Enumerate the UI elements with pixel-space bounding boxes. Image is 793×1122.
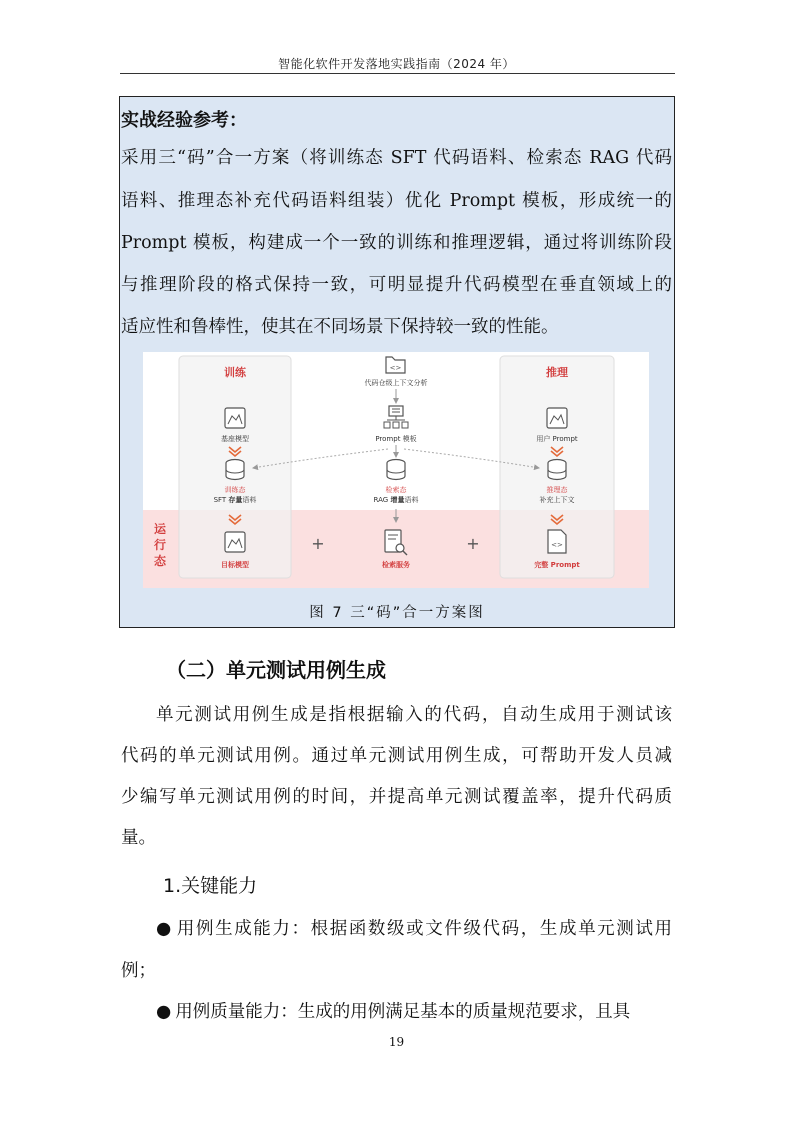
database-icon <box>387 460 405 480</box>
runtime-label-char: 行 <box>153 538 167 552</box>
header-divider <box>120 73 675 74</box>
bullet-text: 用例生成能力：根据函数级或文件级代码，生成单元测试用 <box>175 919 672 939</box>
bullet-icon: ● <box>156 1002 172 1022</box>
paragraph-line: 量。 <box>121 828 156 848</box>
reference-line: 采用三“码”合一方案（将训练态 SFT 代码语料、检索态 RAG 代码 <box>121 148 672 168</box>
three-code-diagram <box>143 352 649 588</box>
runtime-label-char: 运 <box>153 522 167 536</box>
subheading: 1.关键能力 <box>163 875 258 897</box>
bullet-continuation: 例； <box>121 961 156 981</box>
diagram-canvas <box>143 352 649 588</box>
reference-title: 实战经验参考： <box>121 110 247 131</box>
repo-context-label: 代码仓级上下文分析 <box>364 379 428 387</box>
running-header: 智能化软件开发落地实践指南（2024 年） <box>278 57 515 71</box>
plus-sign: + <box>311 534 325 553</box>
infer-column-title: 推理 <box>546 366 568 379</box>
base-model-label: 基座模型 <box>221 435 249 443</box>
rag-corpus-label: RAG 增量语料 <box>373 496 419 504</box>
page-number: 19 <box>388 1035 405 1049</box>
svg-text:<>: <> <box>551 541 563 549</box>
bullet-icon: ● <box>156 919 172 939</box>
infer-context-label: 补充上下文 <box>539 496 575 504</box>
bullet-item <box>156 916 672 942</box>
full-prompt-label: 完整 Prompt <box>534 561 580 569</box>
code-file-icon <box>548 530 566 553</box>
infer-state-label: 推理态 <box>546 486 568 494</box>
reference-line: 适应性和鲁棒性，使其在不同场景下保持较一致的性能。 <box>121 317 559 337</box>
model-icon <box>225 532 245 552</box>
reference-line: 与推理阶段的格式保持一致，可明显提升代码模型在垂直领域上的 <box>121 275 672 295</box>
plus-sign: + <box>466 534 480 553</box>
paragraph-line: 单元测试用例生成是指根据输入的代码，自动生成用于测试该 <box>156 705 672 725</box>
sft-corpus-label: SFT 存量语料 <box>213 496 257 504</box>
folder-code-icon <box>386 357 405 373</box>
bullet-text: 用例质量能力：生成的用例满足基本的质量规范要求，且具 <box>175 1002 631 1022</box>
model-icon <box>547 408 567 428</box>
target-model-label: 目标模型 <box>221 561 249 569</box>
model-icon <box>225 408 245 428</box>
section-heading: （二）单元测试用例生成 <box>166 658 386 682</box>
reference-line: 语料、推理态补充代码语料组装）优化 Prompt 模板，形成统一的 <box>121 191 672 211</box>
retrieval-service-label: 检索服务 <box>382 561 410 569</box>
figure-caption: 图 7 三“码”合一方案图 <box>309 605 485 621</box>
database-icon <box>226 460 244 480</box>
train-state-label: 训练态 <box>224 486 246 494</box>
bullet-item <box>156 999 672 1025</box>
train-column-title: 训练 <box>224 366 246 379</box>
hierarchy-icon <box>384 406 408 428</box>
svg-text:<>: <> <box>389 364 402 372</box>
database-icon <box>548 460 566 480</box>
paragraph-line: 代码的单元测试用例。通过单元测试用例生成，可帮助开发人员减 <box>121 746 672 766</box>
reference-line: Prompt 模板，构建成一个一致的训练和推理逻辑，通过将训练阶段 <box>121 233 672 253</box>
runtime-label-char: 态 <box>153 554 167 568</box>
prompt-template-label: Prompt 模板 <box>375 435 417 443</box>
retrieval-state-label: 检索态 <box>385 486 407 494</box>
user-prompt-label: 用户 Prompt <box>536 435 578 443</box>
paragraph-line: 少编写单元测试用例的时间，并提高单元测试覆盖率，提升代码质 <box>121 787 672 807</box>
